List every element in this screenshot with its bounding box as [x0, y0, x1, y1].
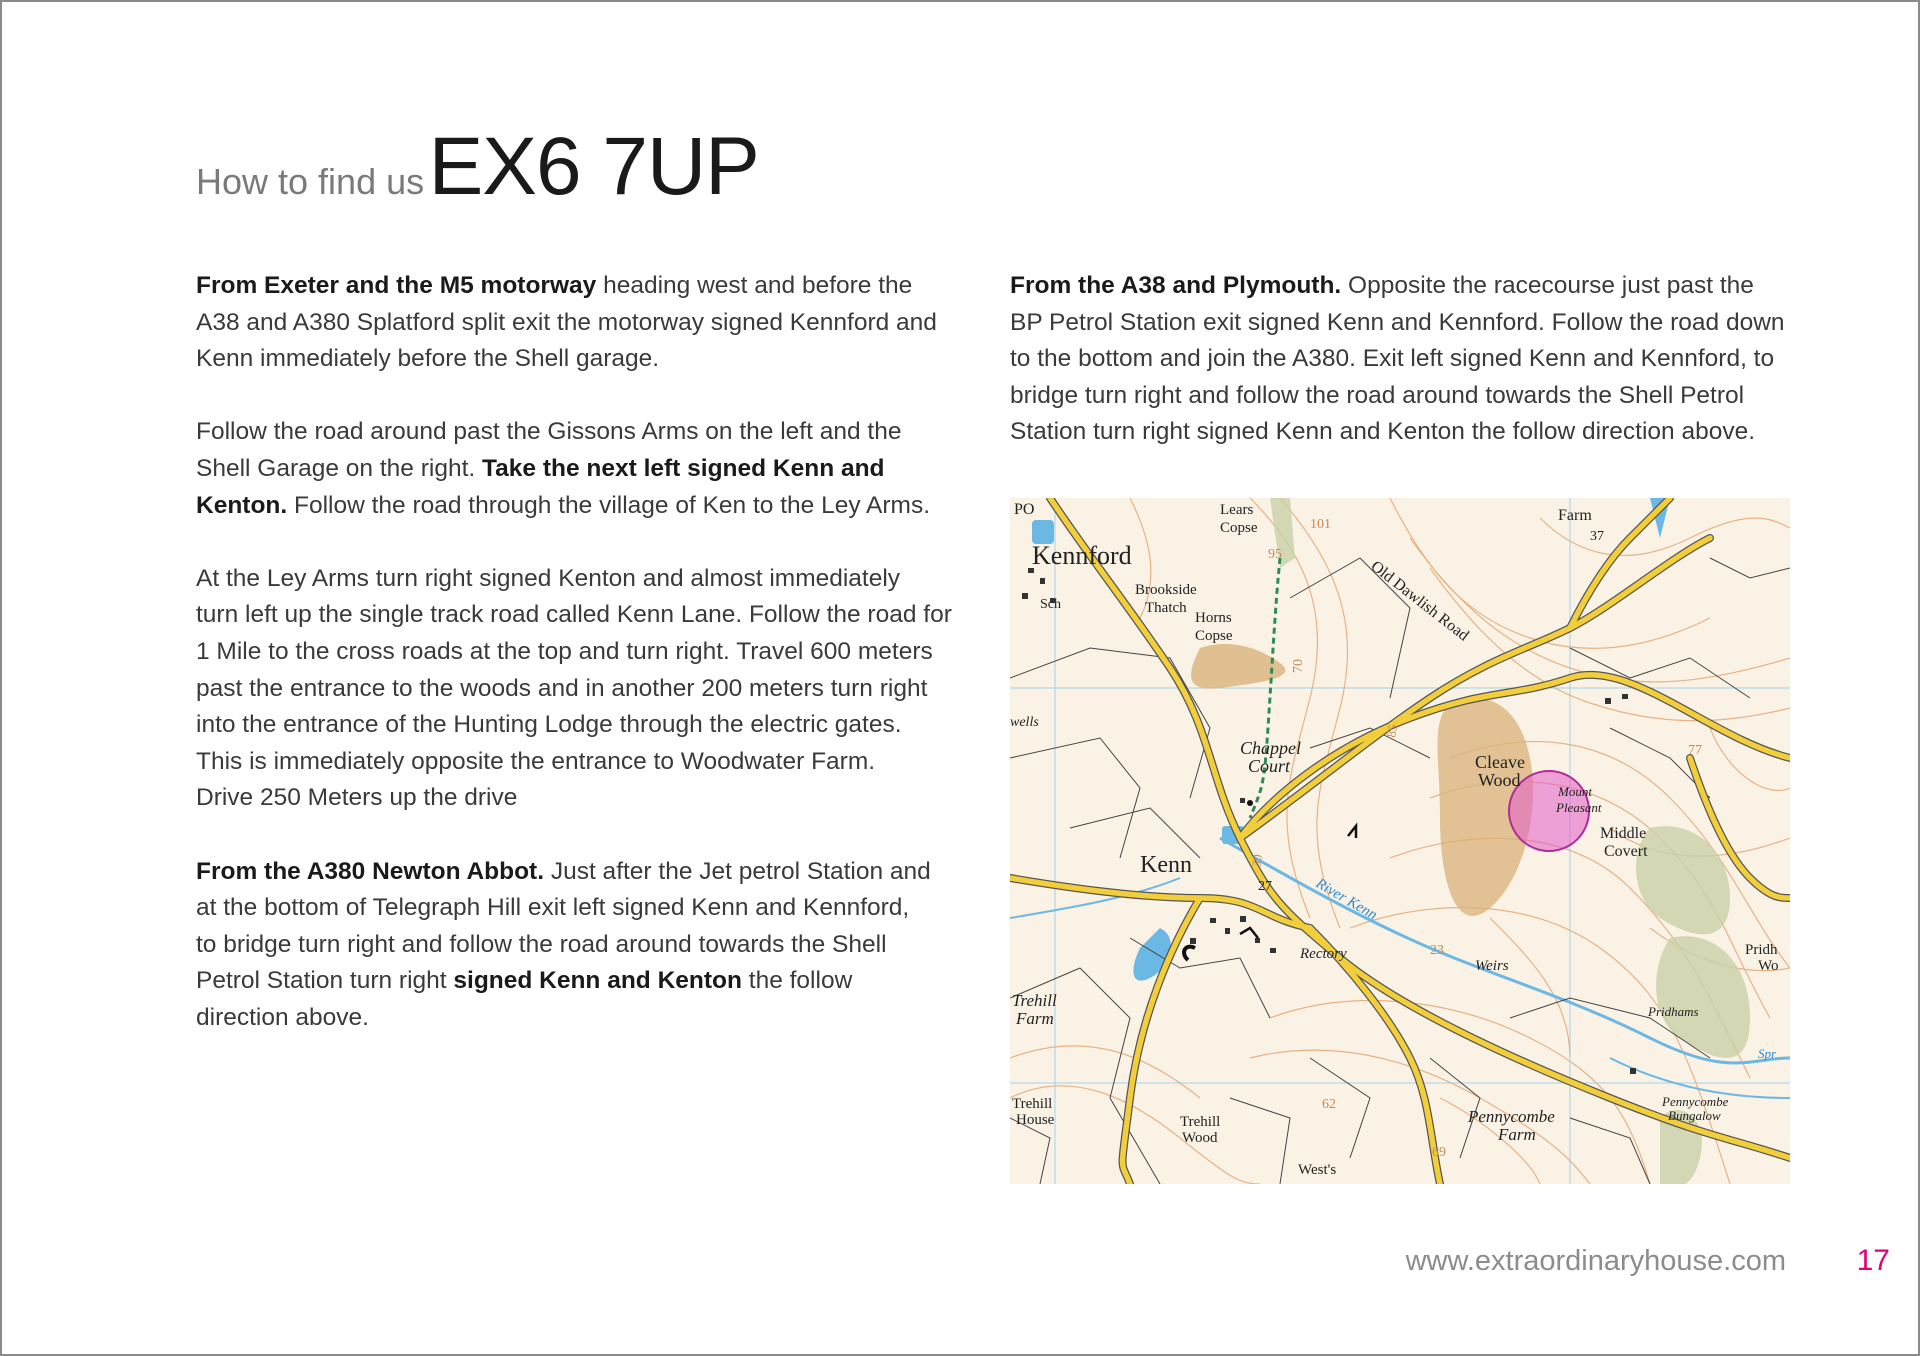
label-contour-height: 69 [1432, 1145, 1446, 1160]
paragraph-text: Follow the road around past the Gissons Arms on the left and the Shell Garage on the right. [196, 418, 902, 482]
label-wo: Wo [1758, 958, 1779, 974]
footer-website[interactable]: www.extraordinaryhouse.com [1405, 1245, 1786, 1277]
arrow-icon [1348, 826, 1356, 838]
label-copse: Copse [1195, 628, 1233, 644]
paragraph-text: Just after the Jet petrol Station and at the bottom of Telegraph Hill exit left signed Kenn and Kennford, to bridge turn right and follow the road around towards the Shell Petrol Station turn right [196, 857, 931, 995]
label-kennford: Kennford [1032, 541, 1132, 570]
label-middle: Middle [1600, 825, 1647, 842]
paragraph-plymouth [1010, 268, 1790, 451]
label-rectory: Rectory [1300, 946, 1347, 962]
map-svg [1010, 498, 1790, 1184]
label-horns: Horns [1195, 610, 1232, 626]
label-weirs: Weirs [1475, 958, 1509, 974]
label-pennycombe: Pennycombe [1662, 1094, 1729, 1109]
label-trehill: Trehill [1012, 1096, 1053, 1112]
heading-postcode: EX6 7UP [428, 121, 759, 212]
heading-prefix: How to find us [196, 161, 425, 202]
label-thatch: Thatch [1145, 600, 1187, 616]
arrow-icon [1240, 928, 1258, 938]
label-copse: Copse [1220, 520, 1258, 536]
label-court: Court [1248, 756, 1291, 776]
label-spot-height: 37 [1590, 529, 1604, 544]
label-pennycombe: Pennycombe [1468, 1107, 1555, 1126]
paragraph-text: Follow the road through the village of Ken to the Ley Arms. [287, 491, 931, 519]
label-covert: Covert [1604, 843, 1648, 860]
label-house: House [1016, 1112, 1055, 1128]
label-contour-height: 30 [1248, 853, 1266, 869]
paragraph-newton-abbot [196, 854, 966, 1037]
label-cleave: Cleave [1475, 752, 1525, 772]
label-wells: wells [1010, 715, 1039, 730]
church-icon [1247, 800, 1253, 806]
label-trehill: Trehill [1180, 1114, 1221, 1130]
label-farm: Farm [1016, 1009, 1054, 1028]
paragraph-exeter [196, 268, 966, 378]
label-contour-height: 101 [1310, 517, 1331, 532]
label-trehill: Trehill [1012, 991, 1057, 1010]
left-column [196, 268, 966, 1073]
paragraph-follow-road [196, 414, 966, 524]
label-contour-height: 85 [1383, 723, 1401, 739]
paragraph-lead: From the A38 and Plymouth. [1010, 272, 1342, 299]
label-wood: Wood [1182, 1130, 1218, 1146]
label-sch: Sch [1040, 597, 1061, 612]
label-wood: Wood [1478, 770, 1521, 790]
label-chappel: Chappel [1240, 738, 1301, 758]
page-heading [196, 120, 759, 214]
label-po: PO [1014, 501, 1035, 518]
label-contour-height: 77 [1688, 743, 1702, 758]
paragraph-emphasis: Take the next left signed Kenn and Kenton. [196, 454, 885, 519]
label-spr: Spr [1758, 1046, 1777, 1061]
label-pridhams: Pridhams [1648, 1004, 1699, 1019]
label-lears: Lears [1220, 502, 1254, 518]
paragraph-text: heading west and before the A38 and A380 Splatford split exit the motorway signed Kennford and Kenn immediately before the Shell garage. [196, 272, 937, 373]
page-number: 17 [1856, 1244, 1890, 1277]
label-contour-height: 62 [1322, 1097, 1336, 1112]
label-river-kenn: River Kenn [1313, 875, 1380, 924]
label-bungalow: Bungalow [1668, 1108, 1721, 1123]
label-contour-height: 95 [1268, 547, 1282, 562]
label-pleasant: Pleasant [1556, 800, 1602, 815]
paragraph-text: Opposite the racecourse just past the BP Petrol Station exit signed Kenn and Kennford. Follow the road down to the bottom and join the A380. Exit left signed Kenn and Kennford, to bridge turn right and follow the road around towards the Shell Petrol Station turn right signed Kenn and Kenton the follow direction above. [1010, 272, 1785, 446]
label-kenn: Kenn [1140, 852, 1192, 878]
paragraph-text: the follow direction above. [196, 967, 853, 1031]
label-wests: West's [1298, 1162, 1337, 1178]
paragraph-ley-arms [196, 561, 966, 817]
label-farm: Farm [1498, 1125, 1536, 1144]
label-pridh: Pridh [1745, 942, 1778, 958]
label-old-dawlish-road: Old Dawlish Road [1367, 557, 1472, 645]
label-brookside: Brookside [1135, 582, 1197, 598]
label-mount: Mount [1558, 784, 1592, 799]
label-contour-height: 23 [1430, 943, 1444, 958]
telephone-icon [1184, 947, 1195, 960]
paragraph-lead: From Exeter and the M5 motorway [196, 272, 597, 299]
label-spot-height: 27 [1258, 879, 1272, 894]
label-farm: Farm [1558, 507, 1592, 524]
location-map[interactable] [1010, 498, 1790, 1184]
paragraph-lead: From the A380 Newton Abbot. [196, 857, 545, 885]
label-contour-height: 70 [1291, 659, 1306, 673]
right-column [1010, 268, 1790, 488]
paragraph-text: At the Ley Arms turn right signed Kenton and almost immediately turn left up the single track road called Kenn Lane. Follow the road for 1 Mile to the cross roads at the top and turn right. Travel 600 meters past the entrance to the woods and in another 200 meters turn right into the entrance of the Hunting Lodge through the electric gates. This is immediately opposite the entrance to Woodwater Farm. Drive 250 Meters up the drive [196, 564, 952, 812]
paragraph-emphasis: signed Kenn and Kenton [453, 967, 742, 995]
